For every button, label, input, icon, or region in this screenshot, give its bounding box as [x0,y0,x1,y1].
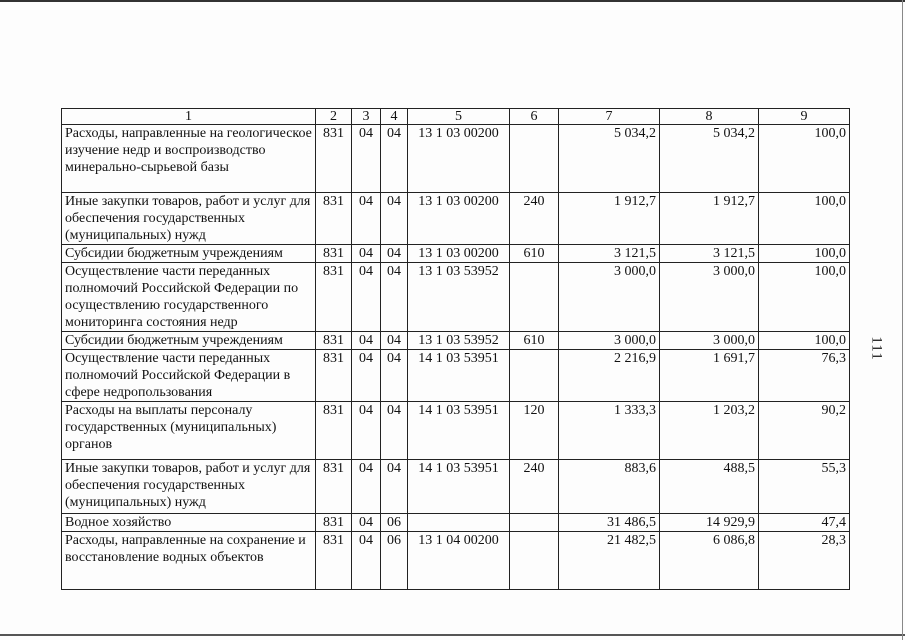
actual-value-cell: 1 203,2 [660,402,759,460]
target-item-cell: 14 1 03 53951 [408,460,510,514]
section-cell: 04 [352,460,381,514]
admin-code-cell: 831 [316,402,352,460]
header-cell: 6 [510,109,559,125]
header-cell: 4 [381,109,408,125]
subsection-cell: 04 [381,263,408,332]
admin-code-cell: 831 [316,460,352,514]
subsection-cell: 04 [381,125,408,193]
subsection-cell: 06 [381,532,408,590]
section-cell: 04 [352,532,381,590]
actual-value-cell: 3 121,5 [660,245,759,263]
table-row [62,263,850,332]
plan-value-cell: 883,6 [559,460,660,514]
table-row [62,514,850,532]
target-item-cell: 14 1 03 53951 [408,350,510,402]
row-name-cell: Расходы на выплаты персоналу государственных (муниципальных) органов [62,402,316,460]
table-row [62,460,850,514]
percent-cell: 100,0 [759,125,850,193]
actual-value-cell: 5 034,2 [660,125,759,193]
target-item-cell: 13 1 04 00200 [408,532,510,590]
expense-type-cell [510,263,559,332]
actual-value-cell: 1 691,7 [660,350,759,402]
header-cell: 3 [352,109,381,125]
percent-cell: 100,0 [759,245,850,263]
subsection-cell: 04 [381,402,408,460]
plan-value-cell: 31 486,5 [559,514,660,532]
table-row [62,402,850,460]
section-cell: 04 [352,514,381,532]
expense-type-cell [510,125,559,193]
section-cell: 04 [352,402,381,460]
row-name-cell: Расходы, направленные на геологическое изучение недр и воспроизводство минерально-сырьевой базы [62,125,316,193]
table-row [62,332,850,350]
plan-value-cell: 21 482,5 [559,532,660,590]
plan-value-cell: 3 000,0 [559,263,660,332]
expense-type-cell [510,350,559,402]
expense-type-cell: 240 [510,460,559,514]
header-cell: 9 [759,109,850,125]
percent-cell: 55,3 [759,460,850,514]
target-item-cell: 13 1 03 00200 [408,245,510,263]
page-right-edge [902,0,903,640]
row-name-cell: Иные закупки товаров, работ и услуг для обеспечения государственных (муниципальных) нужд [62,193,316,245]
row-name-cell: Осуществление части переданных полномочий Российской Федерации в сфере недропользования [62,350,316,402]
plan-value-cell: 5 034,2 [559,125,660,193]
expense-type-cell [510,514,559,532]
page-top-edge [0,0,905,2]
expense-type-cell: 240 [510,193,559,245]
subsection-cell: 06 [381,514,408,532]
target-item-cell: 14 1 03 53951 [408,402,510,460]
header-cell: 5 [408,109,510,125]
percent-cell: 28,3 [759,532,850,590]
admin-code-cell: 831 [316,245,352,263]
row-name-cell: Субсидии бюджетным учреждениям [62,332,316,350]
percent-cell: 90,2 [759,402,850,460]
percent-cell: 100,0 [759,263,850,332]
section-cell: 04 [352,332,381,350]
plan-value-cell: 1 912,7 [559,193,660,245]
target-item-cell: 13 1 03 53952 [408,263,510,332]
target-item-cell: 13 1 03 00200 [408,193,510,245]
row-name-cell: Осуществление части переданных полномочий Российской Федерации по осуществлению государственного мониторинга состояния недр [62,263,316,332]
actual-value-cell: 3 000,0 [660,332,759,350]
budget-table [61,108,850,590]
plan-value-cell: 3 000,0 [559,332,660,350]
page-number: 111 [868,336,885,361]
actual-value-cell: 3 000,0 [660,263,759,332]
row-name-cell: Иные закупки товаров, работ и услуг для обеспечения государственных (муниципальных) нужд [62,460,316,514]
expense-type-cell: 610 [510,332,559,350]
expense-type-cell: 610 [510,245,559,263]
row-name-cell: Расходы, направленные на сохранение и восстановление водных объектов [62,532,316,590]
section-cell: 04 [352,245,381,263]
percent-cell: 47,4 [759,514,850,532]
header-cell: 8 [660,109,759,125]
table-row [62,193,850,245]
row-name-cell: Субсидии бюджетным учреждениям [62,245,316,263]
table-header-row [62,109,850,125]
section-cell: 04 [352,263,381,332]
subsection-cell: 04 [381,193,408,245]
target-item-cell: 13 1 03 53952 [408,332,510,350]
header-cell: 1 [62,109,316,125]
subsection-cell: 04 [381,332,408,350]
admin-code-cell: 831 [316,532,352,590]
subsection-cell: 04 [381,245,408,263]
table-row [62,125,850,193]
subsection-cell: 04 [381,350,408,402]
subsection-cell: 04 [381,460,408,514]
section-cell: 04 [352,193,381,245]
table-row [62,350,850,402]
section-cell: 04 [352,125,381,193]
row-name-cell: Водное хозяйство [62,514,316,532]
actual-value-cell: 488,5 [660,460,759,514]
admin-code-cell: 831 [316,514,352,532]
percent-cell: 100,0 [759,193,850,245]
admin-code-cell: 831 [316,332,352,350]
plan-value-cell: 1 333,3 [559,402,660,460]
page-bottom-edge [0,634,905,636]
table-row [62,532,850,590]
expense-type-cell: 120 [510,402,559,460]
admin-code-cell: 831 [316,263,352,332]
plan-value-cell: 2 216,9 [559,350,660,402]
expense-type-cell [510,532,559,590]
percent-cell: 100,0 [759,332,850,350]
admin-code-cell: 831 [316,350,352,402]
actual-value-cell: 1 912,7 [660,193,759,245]
target-item-cell [408,514,510,532]
section-cell: 04 [352,350,381,402]
actual-value-cell: 6 086,8 [660,532,759,590]
header-cell: 2 [316,109,352,125]
table-row [62,245,850,263]
plan-value-cell: 3 121,5 [559,245,660,263]
admin-code-cell: 831 [316,125,352,193]
percent-cell: 76,3 [759,350,850,402]
actual-value-cell: 14 929,9 [660,514,759,532]
admin-code-cell: 831 [316,193,352,245]
target-item-cell: 13 1 03 00200 [408,125,510,193]
header-cell: 7 [559,109,660,125]
